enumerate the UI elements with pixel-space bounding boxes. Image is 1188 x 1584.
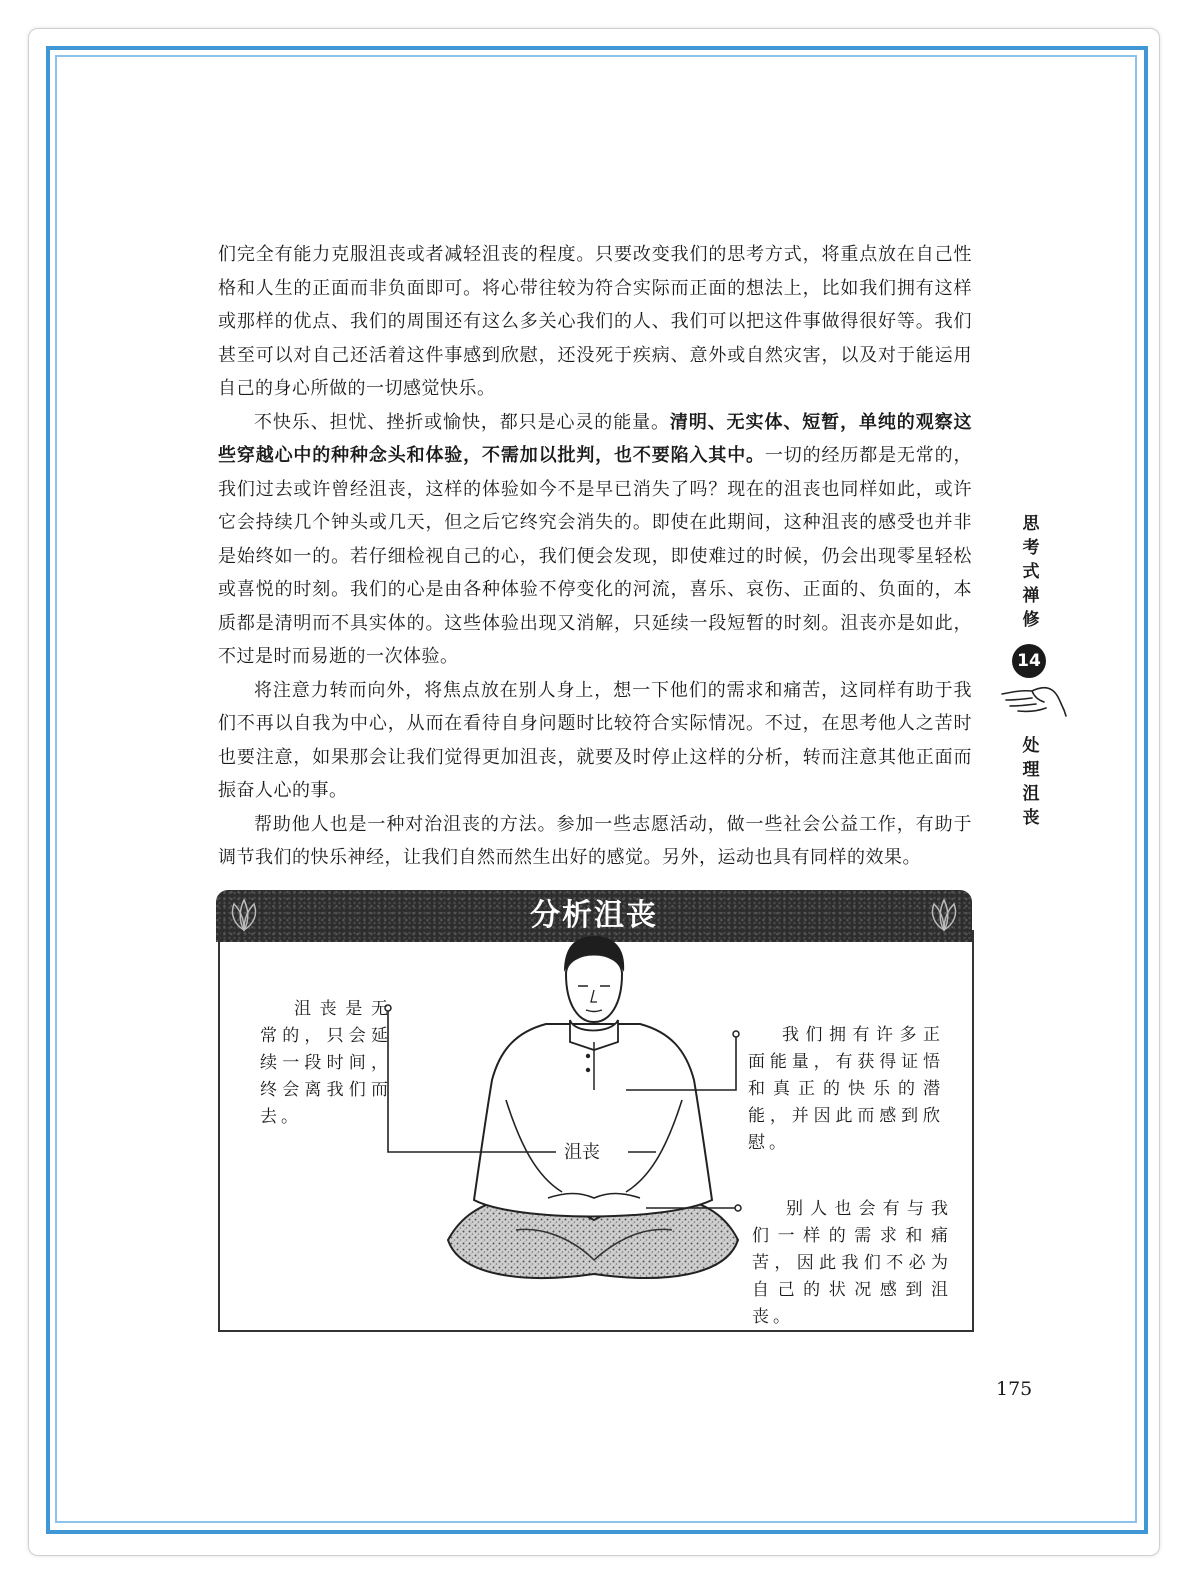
torso (474, 1020, 712, 1217)
body-text (218, 238, 972, 875)
center-label: 沮丧 (562, 1138, 602, 1164)
paragraph-1 (218, 238, 972, 406)
paragraph-4 (218, 808, 972, 875)
figure-title: 分析沮丧 (530, 898, 658, 933)
book-title-vertical: 思考式禅修 (1022, 514, 1040, 630)
paragraph-text: 将注意力转而向外，将焦点放在别人身上，想一下他们的需求和痛苦，这同样有助于我们不再以自我为中心，从而在看待自身问题时比较符合实际情况。不过，在思考他人之苦时也要注意，如果那会让我们觉得更加沮丧，就要及时停止这样的分析，转而注意其他正面而振奋人心的事。 (218, 679, 972, 801)
paragraph-3 (218, 674, 972, 808)
callout-text: 沮丧是无常的，只会延续一段时间，终会离我们而去。 (260, 999, 392, 1127)
head (564, 936, 624, 1022)
paragraph-text: 一切的经历都是无常的，我们过去或许曾经沮丧，这样的体验如今不是早已消失了吗？现在的沮丧也同样如此，或许它会持续几个钟头或几天，但之后它终究会消失的。即使在此期间，这种沮丧的感受也并非是始终如一的。若仔细检视自己的心，我们便会发现，即使难过的时候，仍会出现零星轻松或喜悦的时刻。我们的心是由各种体验不停变化的河流，喜乐、哀伤、正面的、负面的，本质都是清明而不具实体的。这些体验出现又消解，只延续一段短暂的时刻。沮丧亦是如此，不过是时而易逝的一次体验。 (218, 445, 973, 667)
paragraph-2 (218, 406, 972, 674)
callout-right-bottom (752, 1196, 952, 1331)
chapter-number-badge: 14 (1012, 644, 1046, 678)
bold-emphasis: 清明、无实体、短暂，单纯的观察这些穿越心中的种种念头和体验，不需加以批判，也不要陷入其中。 (218, 411, 973, 466)
callout-text: 我们拥有许多正面能量，有获得证悟和真正的快乐的潜能，并因此而感到欣慰。 (748, 1025, 944, 1153)
page-number: 175 (996, 1378, 1033, 1400)
paragraph-text: 帮助他人也是一种对治沮丧的方法。参加一些志愿活动，做一些社会公益工作，有助于调节我们的快乐神经，让我们自然而然生出好的感觉。另外，运动也具有同样的效果。 (218, 813, 972, 868)
callout-text: 别人也会有与我们一样的需求和痛苦，因此我们不必为自己的状况感到沮丧。 (752, 1199, 952, 1327)
chapter-side-tab (998, 512, 1068, 828)
open-hand-icon (998, 680, 1068, 726)
callout-left (260, 996, 392, 1131)
analysis-figure (216, 890, 972, 1332)
paragraph-text: 不快乐、担忧、挫折或愉快，都只是心灵的能量。 (254, 411, 670, 433)
paragraph-text: 们完全有能力克服沮丧或者减轻沮丧的程度。只要改变我们的思考方式，将重点放在自己性格和人生的正面而非负面即可。将心带往较为符合实际而正面的想法上，比如我们拥有这样或那样的优点、我们的周围还有这么多关心我们的人、我们可以把这件事做得很好等。我们甚至可以对自己还活着这件事感到欣慰，还没死于疾病、意外或自然灾害，以及对于能运用自己的身心所做的一切感觉快乐。 (218, 244, 972, 399)
callout-right-top (748, 1022, 944, 1157)
chapter-title-vertical: 处理沮丧 (1022, 736, 1040, 828)
